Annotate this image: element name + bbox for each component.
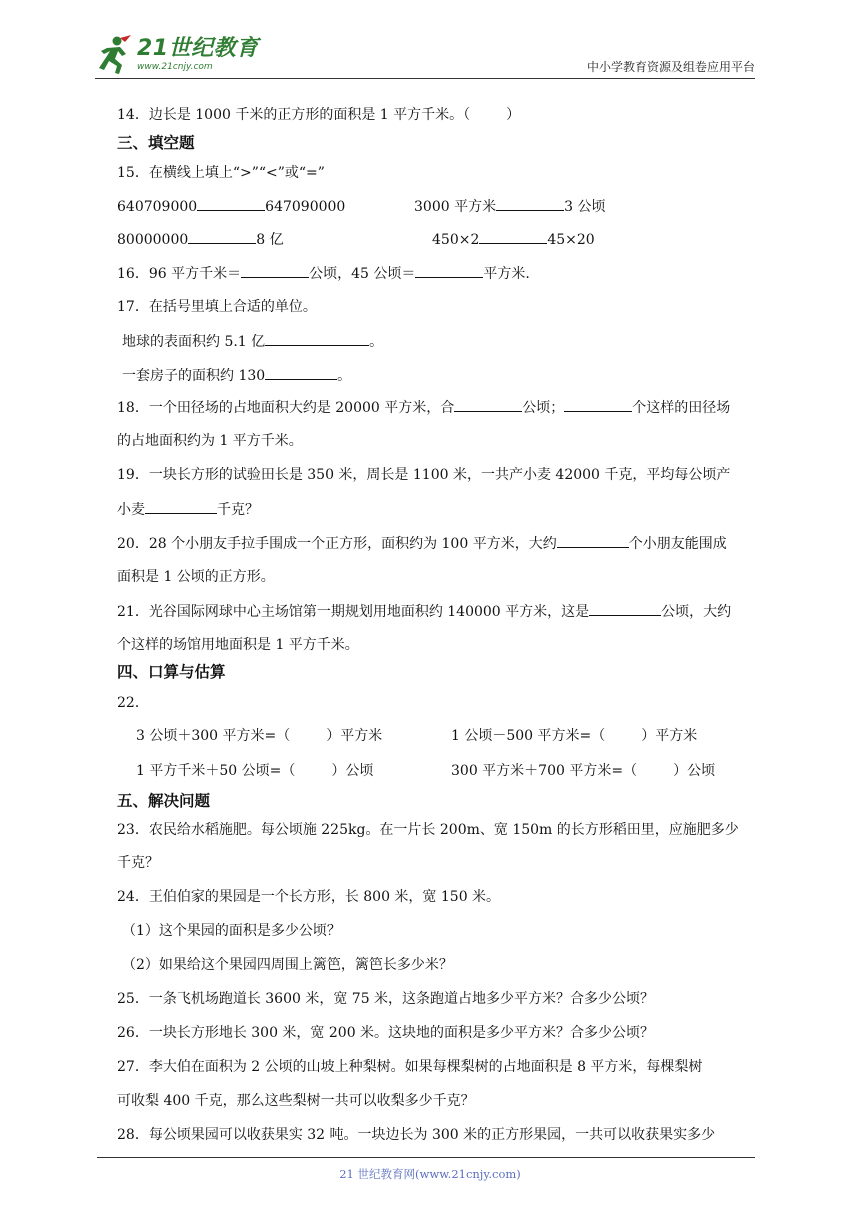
question-19-line1: 19．一块长方形的试验田长是 350 米，周长是 1100 米，一共产小麦 42000 千克，平均每公顷产: [117, 467, 731, 483]
q21-a: 21．光谷国际网球中心主场馆第一期规划用地面积约 140000 平方米，这是: [117, 604, 590, 620]
q17-l2-end: 。: [337, 368, 352, 384]
q17-l1-end: 。: [369, 334, 384, 350]
q15-r1a-right: 647090000: [265, 199, 346, 215]
q20-a: 20．28 个小朋友手拉手围成一个正方形，面积约为 100 平方米，大约: [117, 536, 557, 552]
q15-r2b-right: 45×20: [547, 232, 595, 248]
q19-b: 千克？: [217, 502, 259, 518]
q17-line2: [122, 365, 351, 386]
q16-c: 平方米.: [483, 266, 530, 282]
q20-blank[interactable]: [557, 533, 629, 548]
question-20-line1: [117, 533, 727, 554]
q15-row2-b: [432, 229, 595, 250]
running-figure-logo-icon: [95, 34, 133, 76]
question-24-part1: （1）这个果园的面积是多少公顷？: [122, 923, 341, 939]
question-18-line1: [117, 397, 730, 418]
q22-c3a: 1 平方千米＋50 公顷=（: [136, 763, 296, 779]
q15-r1b-blank[interactable]: [496, 196, 564, 211]
q18-c: 个这样的田径场: [632, 400, 731, 416]
q17-l1-text: 地球的表面积约 5.1 亿: [122, 334, 266, 350]
section-heading-fill-blank: 三、填空题: [117, 134, 195, 152]
q22-c2a: 1 公顷－500 平方米=（: [451, 728, 606, 744]
q15-row2-a: [117, 229, 284, 250]
q15-r1a-left: 640709000: [117, 199, 198, 215]
platform-name: 中小学教育资源及组卷应用平台: [586, 60, 755, 74]
q17-blank-1[interactable]: [265, 331, 369, 346]
q14-close: ）: [506, 107, 521, 123]
question-24-part2: （2）如果给这个果园四周围上篱笆，篱笆长多少米？: [122, 957, 453, 973]
question-21-line2: 个这样的场馆用地面积是 1 平方千米。: [117, 637, 359, 653]
question-18-line2: 的占地面积约为 1 平方千米。: [117, 433, 303, 449]
q22-c1a: 3 公顷＋300 平方米=（: [136, 728, 291, 744]
q21-b: 公顷，大约: [661, 604, 732, 620]
question-23-line2: 千克？: [117, 855, 159, 871]
question-28: 28．每公顷果园可以收获果实 32 吨。一块边长为 300 米的正方形果园，一共可以收获果实多少: [117, 1127, 716, 1143]
question-23-line1: 23．农民给水稻施肥。每公顷施 225kg。在一片长 200m、宽 150m 的长方形稻田里，应施肥多少: [117, 822, 739, 838]
q16-blank-2[interactable]: [415, 263, 483, 278]
question-19-line2: [117, 499, 259, 520]
logo-url: www.21cnjy.com: [137, 62, 213, 72]
question-24-stem: 24．王伯伯家的果园是一个长方形，长 800 米，宽 150 米。: [117, 889, 501, 905]
question-15-stem: 15．在横线上填上“>”“<”或“=”: [117, 165, 325, 181]
q15-r2b-left: 450×2: [432, 232, 480, 248]
q16-blank-1[interactable]: [241, 263, 309, 278]
q21-blank[interactable]: [589, 601, 661, 616]
q22-c4b: ）公顷: [673, 763, 716, 779]
question-20-line2: 面积是 1 公顷的正方形。: [117, 569, 275, 585]
q20-b: 个小朋友能围成: [628, 536, 727, 552]
question-14: [117, 105, 520, 125]
q16-a: 16．96 平方千米＝: [117, 266, 242, 282]
question-17-stem: 17．在括号里填上合适的单位。: [117, 299, 317, 315]
q16-b: 公顷，45 公顷＝: [309, 266, 416, 282]
section-heading-mental-math: 四、口算与估算: [117, 663, 226, 681]
q22-calc-3: [136, 761, 373, 781]
logo-title: 21世纪教育: [137, 36, 259, 61]
q14-text: 14．边长是 1000 千米的正方形的面积是 1 平方千米。（: [117, 107, 471, 123]
section-heading-problem-solving: 五、解决问题: [117, 792, 211, 810]
q17-line1: [122, 331, 383, 352]
site-logo[interactable]: [95, 34, 259, 76]
q17-blank-2[interactable]: [265, 365, 337, 380]
q15-r2b-blank[interactable]: [479, 229, 547, 244]
question-26: 26．一块长方形地长 300 米，宽 200 米。这块地的面积是多少平方米？合多少公顷？: [117, 1025, 655, 1041]
q15-r1a-blank[interactable]: [197, 196, 265, 211]
page-header: [95, 30, 755, 79]
q15-r1b-right: 3 公顷: [564, 199, 606, 215]
question-16: [117, 263, 530, 284]
q22-c2b: ）平方米: [641, 728, 698, 744]
q15-r2a-blank[interactable]: [188, 229, 256, 244]
q22-calc-4: [451, 761, 715, 781]
q15-r1b-left: 3000 平方米: [414, 199, 497, 215]
question-27-line1: 27．李大伯在面积为 2 公顷的山坡上种梨树。如果每棵梨树的占地面积是 8 平方米，每棵梨树: [117, 1059, 703, 1075]
q15-row1-b: [414, 196, 605, 217]
q15-r2a-left: 80000000: [117, 232, 189, 248]
footer-link[interactable]: 21 世纪教育网(www.21cnjy.com): [339, 1167, 521, 1181]
q19-a: 小麦: [117, 502, 145, 518]
q22-c4a: 300 平方米＋700 平方米=（: [451, 763, 638, 779]
question-25: 25．一条飞机场跑道长 3600 米，宽 75 米，这条跑道占地多少平方米？合多少公顷？: [117, 991, 655, 1007]
q18-blank-2[interactable]: [564, 397, 632, 412]
question-22-number: 22．: [117, 695, 149, 711]
footer-divider: [97, 1157, 755, 1158]
q19-blank[interactable]: [145, 499, 217, 514]
q15-row1-a: [117, 196, 345, 217]
question-21-line1: [117, 601, 731, 622]
q18-a: 18．一个田径场的占地面积大约是 20000 平方米，合: [117, 400, 455, 416]
q18-blank-1[interactable]: [454, 397, 522, 412]
q22-c3b: ）公顷: [331, 763, 374, 779]
q22-calc-2: [451, 726, 697, 746]
q22-c1b: ）平方米: [326, 728, 383, 744]
q22-calc-1: [136, 726, 382, 746]
question-27-line2: 可收梨 400 千克，那么这些梨树一共可以收梨多少千克？: [117, 1093, 475, 1109]
q18-b: 公顷；: [522, 400, 565, 416]
q17-l2-text: 一套房子的面积约 130: [122, 368, 266, 384]
q15-r2a-right: 8 亿: [256, 232, 284, 248]
